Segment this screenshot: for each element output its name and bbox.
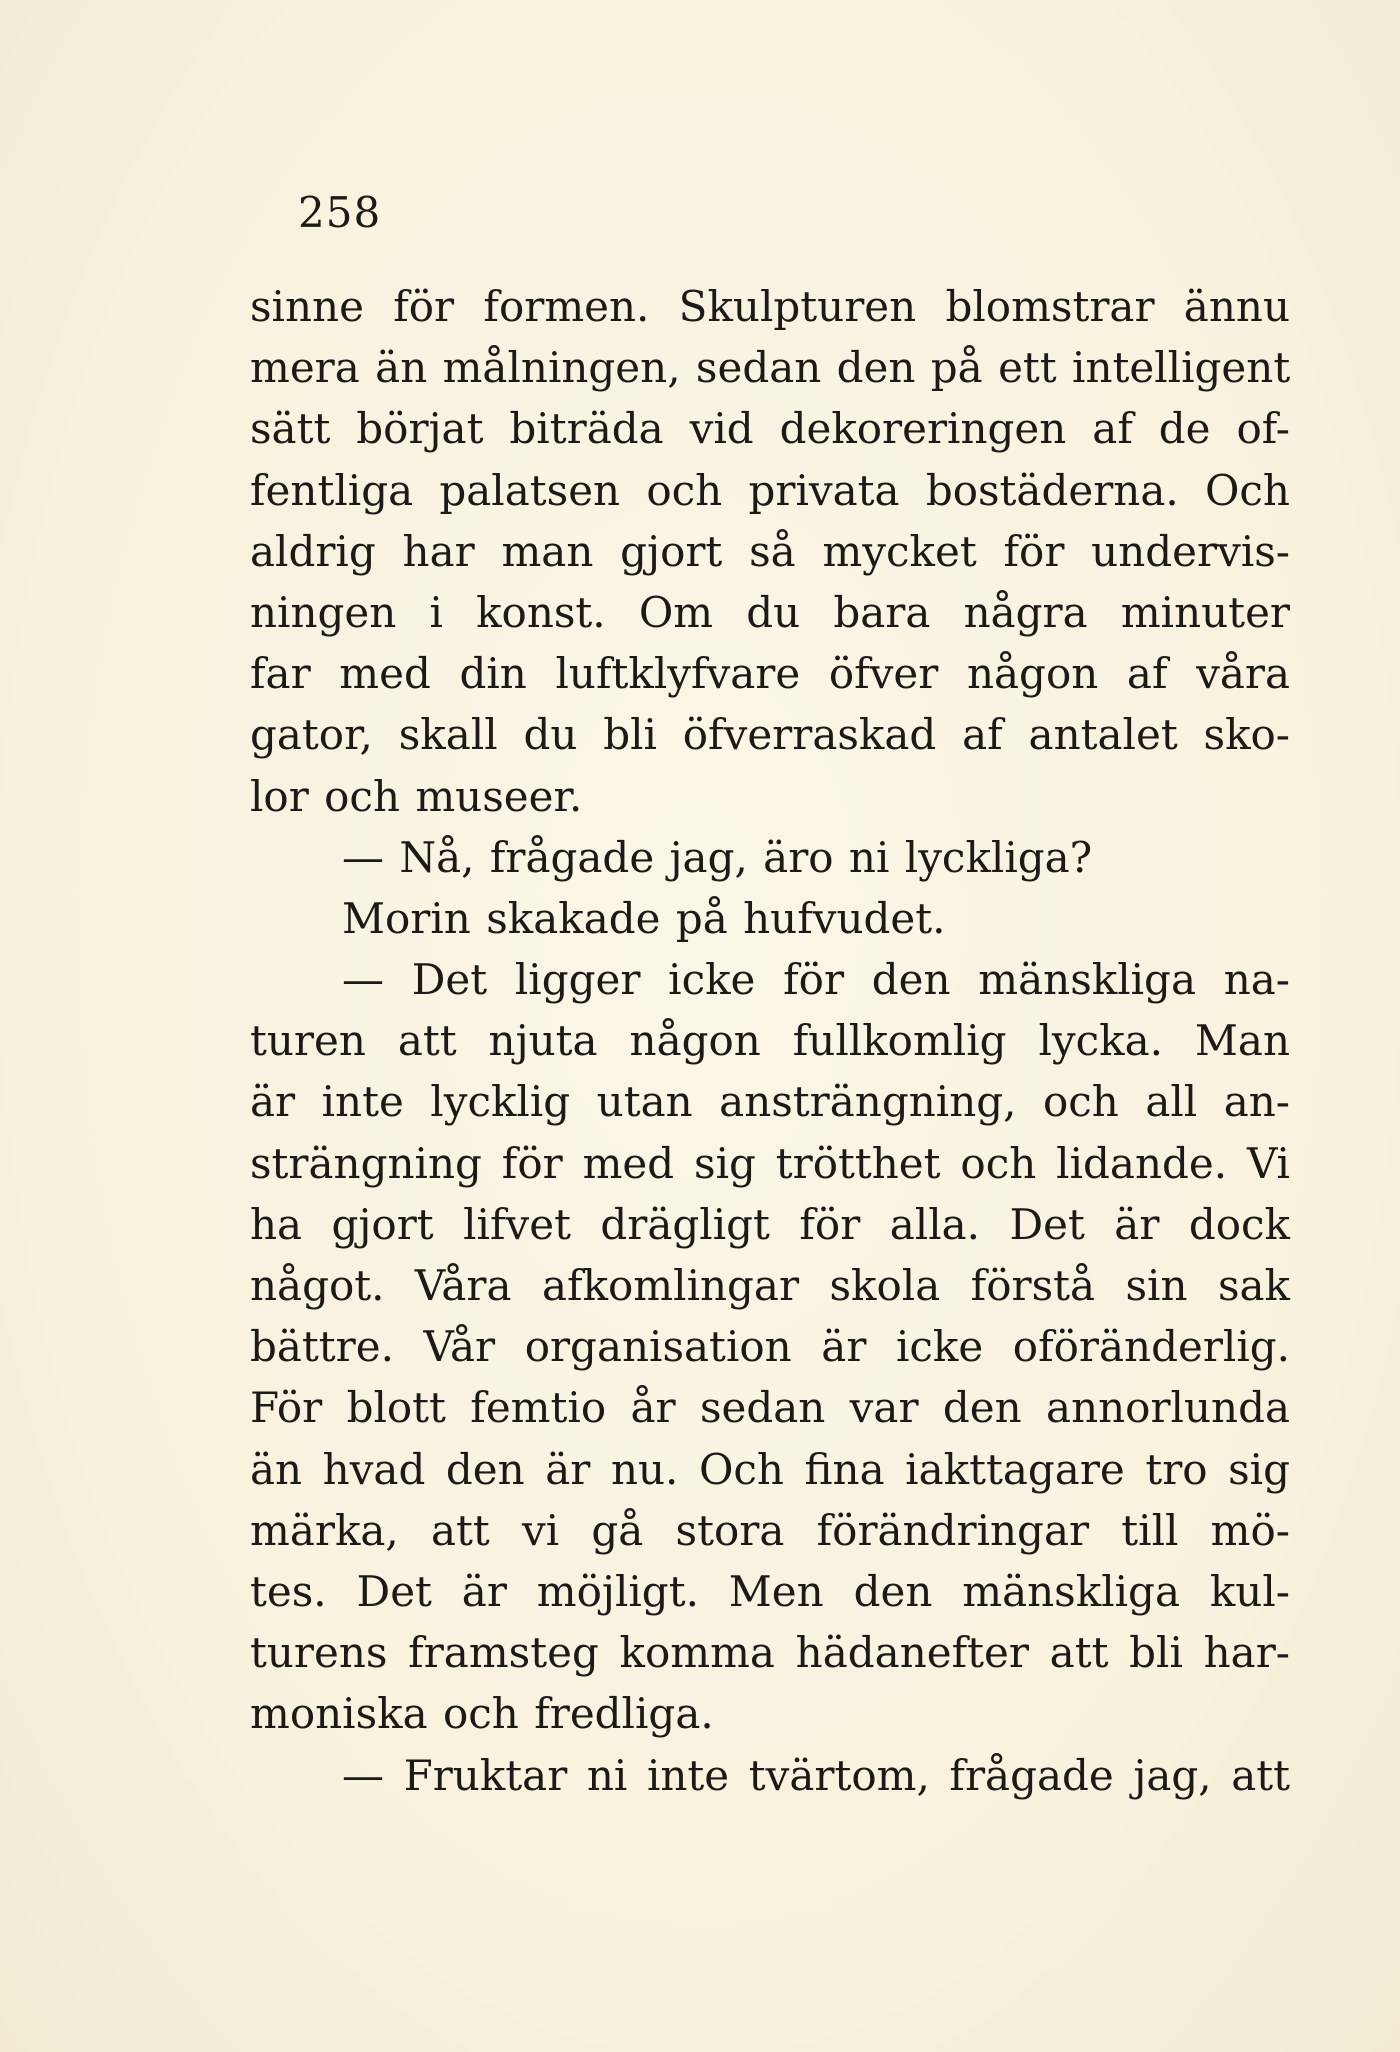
text-line: Morin skakade på hufvudet. [342, 893, 946, 943]
text-line: turens framsteg komma hädanefter att bli har- [250, 1628, 1290, 1678]
text-line: För blott femtio år sedan var den annorlunda [250, 1383, 1290, 1433]
body-text [250, 276, 1290, 1806]
text-line: — Fruktar ni inte tvärtom, frågade jag, att [342, 1750, 1290, 1800]
text-line: gator, skall du bli öfverraskad af antalet sko- [250, 710, 1290, 760]
text-line: aldrig har man gjort så mycket för undervis- [250, 526, 1290, 576]
text-line: märka, att vi gå stora förändringar till mö- [250, 1505, 1290, 1555]
text-line: något. Våra afkomlingar skola förstå sin sak [250, 1261, 1290, 1310]
text-line: än hvad den är nu. Och fina iakttagare tro sig [250, 1444, 1290, 1494]
page-number: 258 [298, 188, 382, 237]
text-line: turen att njuta någon fullkomlig lycka. Man [250, 1016, 1290, 1066]
text-line: sinne för formen. Skulpturen blomstrar ännu [250, 282, 1290, 331]
text-line: moniska och fredliga. [250, 1689, 714, 1739]
text-line: — Det ligger icke för den mänskliga na- [342, 955, 1290, 1005]
text-line: mera än målningen, sedan den på ett intelligent [250, 343, 1291, 393]
text-line: är inte lycklig utan ansträngning, och all an- [250, 1077, 1290, 1127]
text-line: sätt börjat biträda vid dekoreringen af de of- [250, 404, 1290, 454]
text-line: fentliga palatsen och privata bostäderna. Och [250, 465, 1290, 515]
text-line: bättre. Vår organisation är icke oföränderlig. [250, 1322, 1290, 1372]
text-line: lor och museer. [250, 771, 583, 821]
text-line: ningen i konst. Om du bara några minuter [250, 587, 1290, 637]
text-line: far med din luftklyfvare öfver någon af våra [250, 649, 1290, 699]
text-line: strängning för med sig trötthet och lidande. Vi [250, 1138, 1290, 1188]
text-line: tes. Det är möjligt. Men den mänskliga kul- [250, 1566, 1290, 1616]
text-line: — Nå, frågade jag, äro ni lyckliga? [342, 832, 1093, 882]
text-line: ha gjort lifvet drägligt för alla. Det är dock [250, 1199, 1290, 1249]
